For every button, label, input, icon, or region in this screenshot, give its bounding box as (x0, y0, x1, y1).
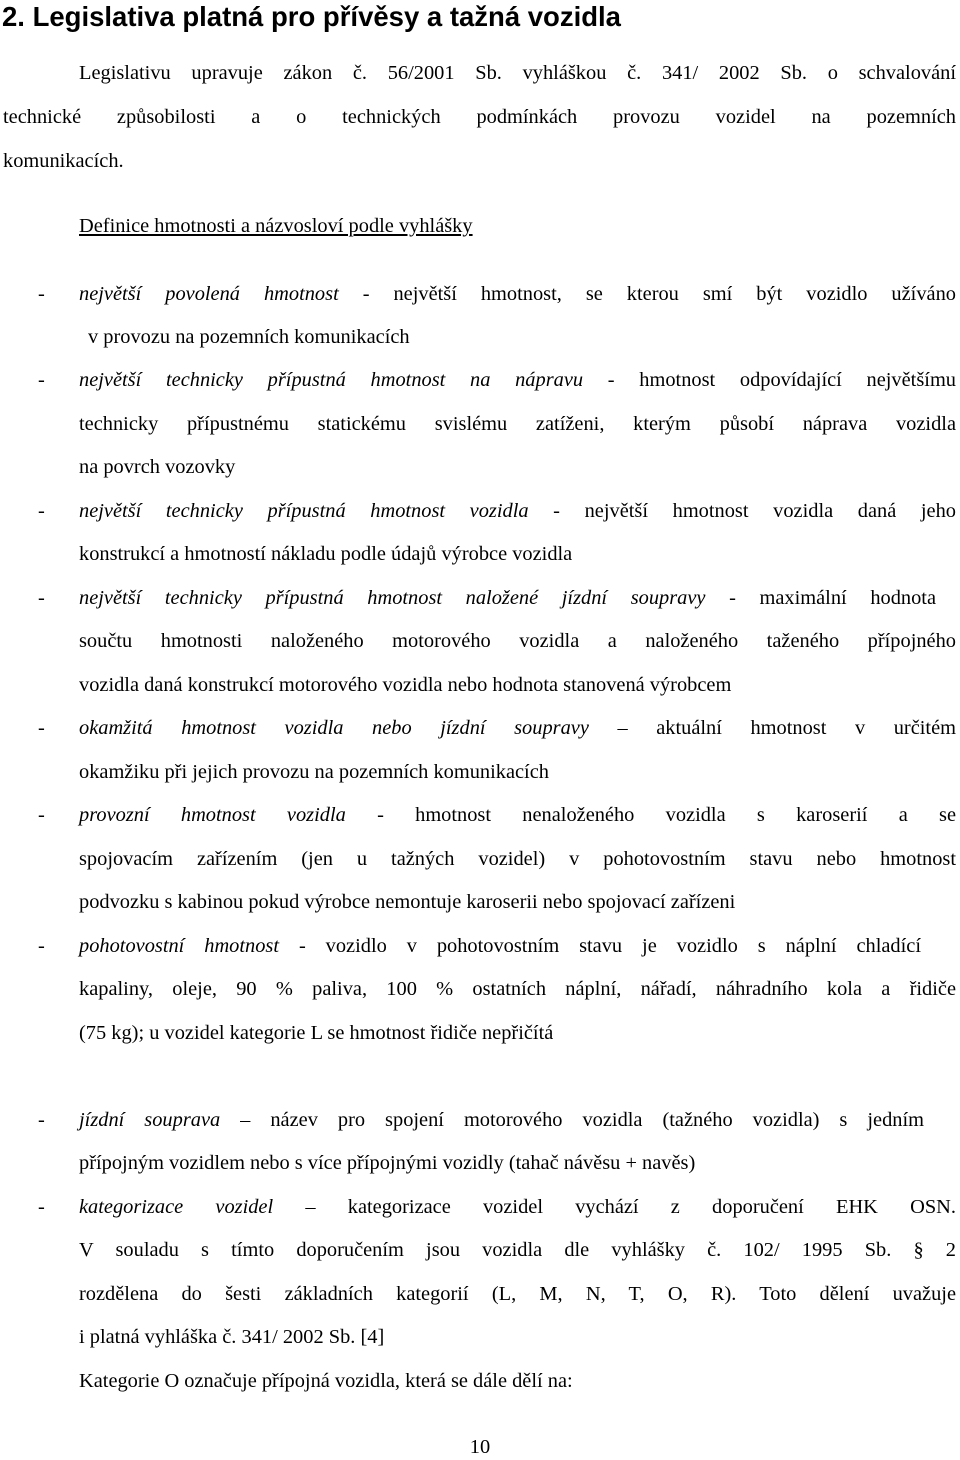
list-item (79, 802, 956, 828)
definition-continuation: konstrukcí a hmotností nákladu podle údajů výrobce vozidla (79, 543, 573, 565)
list-item (79, 585, 936, 611)
definition-text: - maximální hodnota (705, 587, 937, 609)
list-bullet: - (38, 587, 45, 609)
definition-continuation: kapaliny, oleje, 90 % paliva, 100 % ostatních náplní, nářadí, náhradního kola a řidiče (79, 978, 956, 1000)
definition-term: okamžitá hmotnost vozidla nebo jízdní soupravy (79, 717, 589, 739)
definition-text: – kategorizace vozidel vychází z doporučení EHK OSN. (273, 1196, 956, 1218)
definition-term: pohotovostní hmotnost (79, 935, 280, 957)
definition-text: - největší hmotnost, se kterou smí být vozidlo užíváno (338, 283, 956, 305)
definition-text: – aktuální hmotnost v určitém (588, 717, 956, 739)
definition-term: největší technicky přípustná hmotnost vozidla (79, 500, 529, 522)
list-bullet: - (38, 717, 45, 739)
definition-continuation: (75 kg); u vozidel kategorie L se hmotnost řidiče nepřičítá (79, 1022, 554, 1044)
section-heading: 2. Legislativa platná pro přívěsy a tažná vozidla (2, 1, 621, 32)
definition-text: – název pro spojení motorového vozidla (tažného vozidla) s jedním (220, 1109, 924, 1131)
list-item (79, 367, 956, 393)
definition-continuation: vozidla daná konstrukcí motorového vozidla nebo hodnota stanovená výrobcem (79, 674, 732, 696)
list-item (79, 933, 921, 959)
definition-continuation: podvozku s kabinou pokud výrobce nemontuje karoserii nebo spojovací zařízeni (79, 891, 736, 913)
definition-continuation: na povrch vozovky (79, 456, 236, 478)
intro-line-2: technické způsobilosti a o technických podmínkách provozu vozidel na pozemních (3, 106, 956, 128)
list-bullet: - (38, 804, 45, 826)
list-item (79, 1107, 924, 1133)
intro-line-3: komunikacích. (3, 150, 124, 172)
definition-continuation: v provozu na pozemních komunikacích (88, 326, 410, 348)
list-bullet: - (38, 369, 45, 391)
definition-text: - hmotnost odpovídající největšímu (583, 369, 957, 391)
list-bullet: - (38, 1109, 45, 1131)
list-item (79, 281, 956, 307)
list-bullet: - (38, 1196, 45, 1218)
list-bullet: - (38, 935, 45, 957)
list-item (79, 498, 956, 524)
definition-continuation: V souladu s tímto doporučením jsou vozidla dle vyhlášky č. 102/ 1995 Sb. § 2 (79, 1239, 956, 1261)
list-bullet: - (38, 500, 45, 522)
page-number: 10 (469, 1436, 491, 1458)
definition-term: kategorizace vozidel (79, 1196, 274, 1218)
closing-paragraph: Kategorie O označuje přípojná vozidla, která se dále dělí na: (79, 1370, 573, 1392)
definition-text: - hmotnost nenaloženého vozidla s karoserií a se (345, 804, 956, 826)
definition-continuation: rozdělena do šesti základních kategorií (L, M, N, T, O, R). Toto dělení uvažuje (79, 1283, 956, 1305)
definition-term: provozní hmotnost vozidla (79, 804, 346, 826)
list-bullet: - (38, 283, 45, 305)
definition-term: největší povolená hmotnost (79, 283, 339, 305)
definition-text: - vozidlo v pohotovostním stavu je vozidlo s náplní chladící (279, 935, 921, 957)
subheading: Definice hmotnosti a názvosloví podle vyhlášky (79, 215, 473, 237)
definition-continuation: i platná vyhláška č. 341/ 2002 Sb. [4] (79, 1326, 385, 1348)
list-item (79, 1194, 956, 1220)
definition-continuation: přípojným vozidlem nebo s více přípojnými vozidly (tahač návěsu + navěs) (79, 1152, 696, 1174)
definition-term: jízdní souprava (79, 1109, 221, 1131)
definition-text: - největší hmotnost vozidla daná jeho (528, 500, 956, 522)
intro-line-1: Legislativu upravuje zákon č. 56/2001 Sb. vyhláškou č. 341/ 2002 Sb. o schvalování (79, 62, 956, 84)
definition-continuation: okamžiku při jejich provozu na pozemních komunikacích (79, 761, 549, 783)
definition-continuation: technicky přípustnému statickému svislému zatíženi, kterým působí náprava vozidla (79, 413, 956, 435)
definition-term: největší technicky přípustná hmotnost naložené jízdní soupravy (79, 587, 706, 609)
definition-term: největší technicky přípustná hmotnost na nápravu (79, 369, 584, 391)
list-item (79, 715, 956, 741)
definition-continuation: součtu hmotnosti naloženého motorového vozidla a naloženého taženého přípojného (79, 630, 956, 652)
definition-continuation: spojovacím zařízením (jen u tažných vozidel) v pohotovostním stavu nebo hmotnost (79, 848, 956, 870)
